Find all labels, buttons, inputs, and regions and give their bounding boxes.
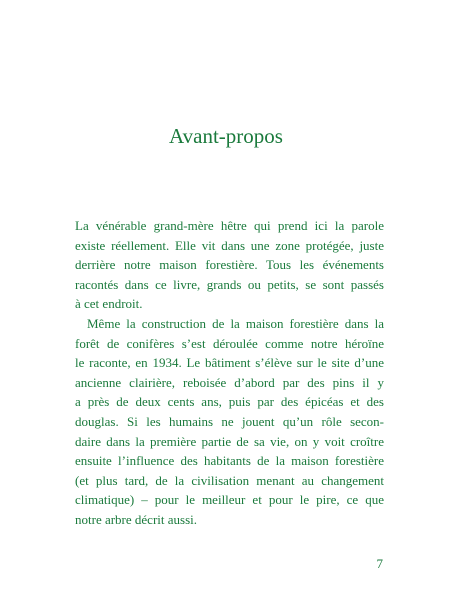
text-line: climatique) – pour le meilleur et pour le pire, ce que <box>75 492 384 508</box>
text-line: a près de deux cents ans, puis par des épicéas et des <box>75 394 384 410</box>
text-line: notre arbre décrit aussi. <box>75 511 198 527</box>
text-line: existe réellement. Elle vit dans une zone protégée, juste <box>75 237 384 253</box>
text-line: ancienne clairière, reboisée d’abord par des pins il y <box>75 374 384 390</box>
text-line: Même la construction de la maison forestière dans la <box>87 315 384 331</box>
text-line: racontés dans ce livre, grands ou petits, se sont passés <box>75 276 384 292</box>
text-line: le raconte, en 1934. Le bâtiment s’élève sur le site d’une <box>75 355 384 371</box>
text-line: douglas. Si les humains ne jouent qu’un rôle secon- <box>75 413 384 429</box>
text-line: à cet endroit. <box>75 296 143 312</box>
body-text <box>75 216 384 530</box>
text-line: derrière notre maison forestière. Tous les événements <box>75 257 384 273</box>
text-line: ensuite l’influence des habitants de la maison forestière <box>75 453 384 469</box>
text-line: (et plus tard, de la civilisation menant au changement <box>75 472 384 488</box>
text-line: forêt de conifères s’est déroulée comme notre héroïne <box>75 335 384 351</box>
text-line: daire dans la première partie de sa vie, on y voit croître <box>75 433 384 449</box>
paragraph-2 <box>75 314 384 530</box>
text-line: La vénérable grand-mère hêtre qui prend ici la parole <box>75 218 384 233</box>
page-number: 7 <box>376 556 383 571</box>
chapter-title: Avant-propos <box>169 124 283 148</box>
paragraph-1 <box>75 216 384 314</box>
